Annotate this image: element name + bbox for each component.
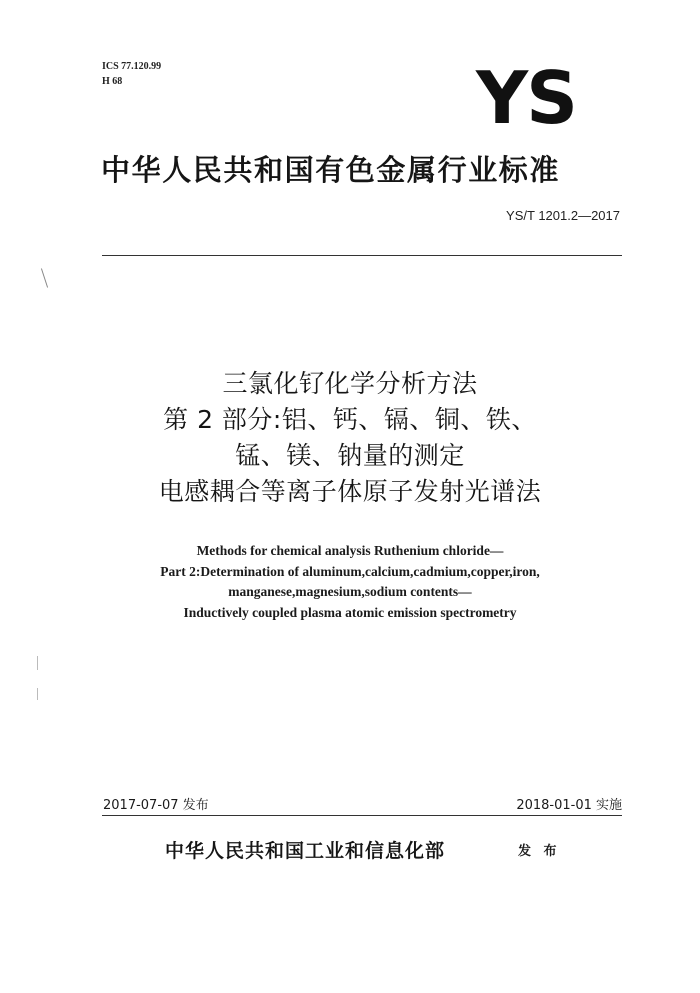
issue-label: 发 布	[518, 844, 561, 859]
scan-artifact	[37, 688, 38, 700]
chinese-title-line-4: 电感耦合等离子体原子发射光谱法	[158, 477, 542, 506]
scan-artifact	[37, 656, 38, 670]
ys-logo: YS	[476, 56, 576, 140]
english-title-line-2: Part 2:Determination of aluminum,calcium,cadmium,copper,iron,	[160, 563, 540, 579]
ccs-code: H 68	[102, 76, 123, 87]
issue-date: 2017-07-07 发布	[103, 798, 209, 813]
chinese-title	[60, 366, 640, 510]
english-title-line-1: Methods for chemical analysis Ruthenium chloride—	[196, 543, 504, 558]
issuing-authority: 中华人民共和国工业和信息化部	[165, 840, 446, 862]
standard-number: YS/T 1201.2—2017	[506, 208, 620, 223]
standard-category-title: 中华人民共和国有色金属行业标准	[101, 153, 561, 187]
bottom-divider	[102, 815, 622, 816]
chinese-title-line-1: 三氯化钌化学分析方法	[222, 369, 478, 398]
top-divider	[102, 255, 622, 256]
implementation-date: 2018-01-01 实施	[516, 798, 622, 813]
chinese-title-line-3: 锰、镁、钠量的测定	[235, 441, 465, 470]
english-title-line-4: Inductively coupled plasma atomic emission spectrometry	[183, 604, 517, 620]
ics-code: ICS 77.120.99	[102, 61, 162, 72]
chinese-title-line-2: 第 2 部分:铝、钙、镉、铜、铁、	[163, 405, 537, 434]
english-title-line-3: manganese,magnesium,sodium contents—	[228, 584, 472, 599]
scan-artifact	[41, 268, 48, 287]
english-title	[60, 541, 640, 623]
